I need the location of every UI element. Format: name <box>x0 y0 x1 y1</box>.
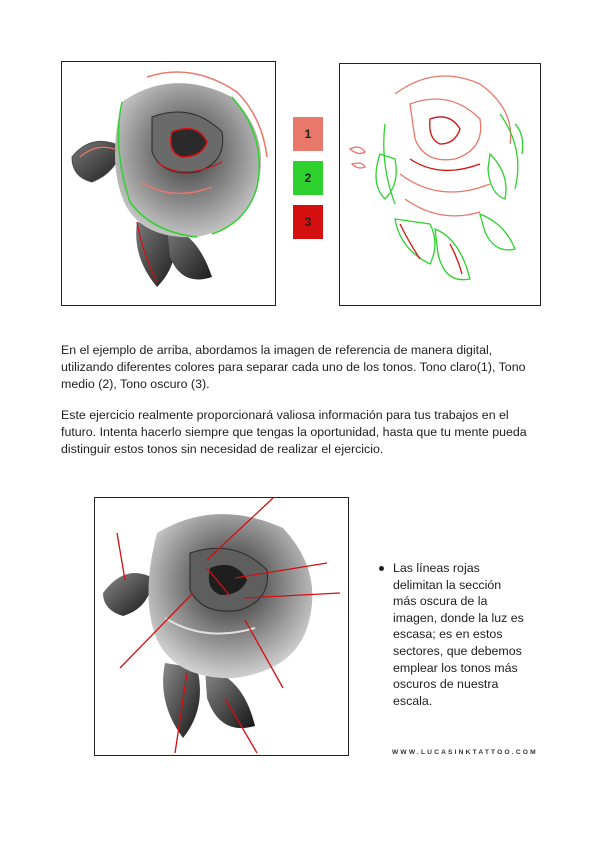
rose-outline-sketch-icon <box>340 64 541 306</box>
intro-paragraph: En el ejemplo de arriba, abordamos la imagen de referencia de manera digital, utilizando diferentes colores para separar cada uno de los tonos. Tono claro(1), Tono medio (2), Tono oscuro (3). <box>61 343 526 391</box>
tone-swatch-medium <box>293 161 323 195</box>
list-item: Las líneas rojas delimitan la sección más oscura de la imagen, donde la luz es escasa; es en estos sectores, que debemos emplear los tonos más oscuros de nuestra escala. <box>377 560 527 709</box>
dark-lines-bullet-list <box>377 560 527 709</box>
exercise-paragraph: Este ejercicio realmente proporcionará valiosa información para tus trabajos en el futuro. Intenta hacerlo siempre que tengas la oportunidad, hasta que tu mente pueda distinguir estos tonos sin necesidad de realizar el ejercicio. <box>61 408 527 456</box>
tone-swatch-label: 2 <box>304 171 312 185</box>
rose-dark-zones-image <box>94 497 349 756</box>
website-url: WWW.LUCASINKTATTOO.COM <box>392 749 538 756</box>
rose-tone-overlay-icon <box>62 62 276 306</box>
rose-tone-overlay-image <box>61 61 276 306</box>
tone-swatch-label: 1 <box>304 127 312 141</box>
tone-swatch-dark <box>293 205 323 239</box>
tone-swatch-label: 3 <box>304 215 312 229</box>
rose-outline-sketch-image <box>339 63 541 306</box>
tone-swatch-light <box>293 117 323 151</box>
rose-dark-zones-icon <box>95 498 349 756</box>
